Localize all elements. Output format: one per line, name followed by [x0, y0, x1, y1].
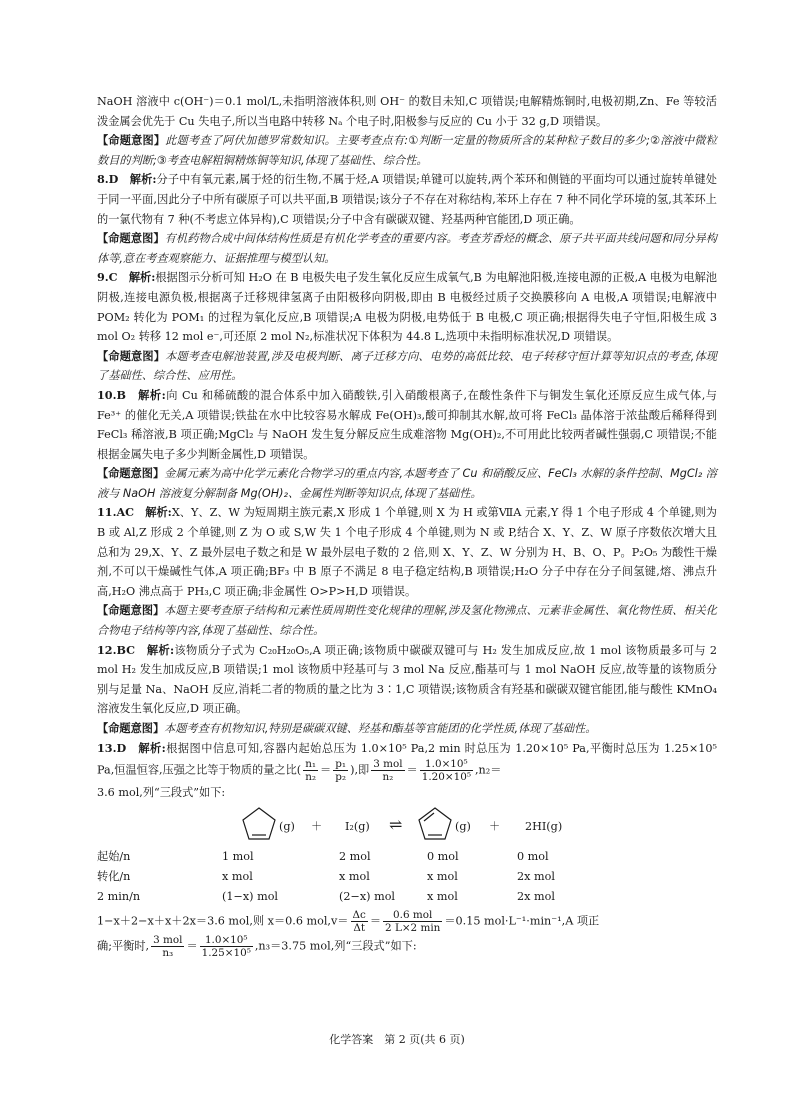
intent-text: 有机药物合成中间体结构性质是有机化学考查的重要内容。考查芳香烃的概念、原子共平面共线问题和同分异构体等,意在考查观察能力、证据推理与模型认知。: [97, 232, 717, 265]
table-cell: 0 mol: [517, 849, 549, 863]
numerator: 1.0×10⁵: [420, 758, 473, 771]
eq-state-2: (g): [455, 819, 471, 833]
intent-text: 金属元素为高中化学元素化合物学习的重点内容,本题考查了 Cu 和硝酸反应、FeCl₃ 水解的条件控制、MgCl₂ 溶液与 NaOH 溶液复分解制备 Mg(OH)₂、金属性判断等知识点,体现了基础性。: [97, 467, 717, 500]
q11-number: 11.AC: [97, 505, 135, 520]
table-cell: 0 mol: [427, 849, 459, 863]
denominator: 1.20×10⁵: [421, 771, 471, 784]
fraction-delta: [351, 909, 368, 934]
q13-calc-2: [97, 934, 717, 959]
numerator: 1.0×10⁵: [200, 934, 253, 947]
q11-intent: [97, 601, 717, 640]
table-cell: x mol: [427, 889, 458, 903]
fraction-3mol-n3: [151, 934, 184, 959]
q9-answer: [97, 268, 717, 346]
q13-text-a: 根据图中信息可知,容器内起始总压为 1.0×10⁵ Pa,2 min 时总压为 1.20×10⁵ Pa,平衡时总压为 1.25×10⁵ Pa,恒温恒容,压强之比等于物质的量之比(: [97, 741, 717, 777]
intent-text: 本题考查电解池装置,涉及电极判断、离子迁移方向、电势的高低比较、电子转移守恒计算等知识点的考查,体现了基础性、综合性、应用性。: [97, 349, 717, 383]
q10-answer: [97, 386, 717, 464]
intent-label: 【命题意图】: [97, 467, 165, 481]
denominator: n₃: [162, 946, 174, 959]
denominator: n₂: [382, 771, 394, 784]
table-cell: x mol: [427, 869, 458, 883]
eq-plus-2: ＋: [489, 819, 501, 833]
intent-label: 【命题意图】: [97, 232, 165, 246]
table-cell: 1 mol: [222, 849, 254, 863]
table-cell: 2 mol: [339, 849, 371, 863]
q12-intent: [97, 719, 717, 739]
q13-number: 13.D: [97, 740, 127, 755]
q10-text: 向 Cu 和稀硫酸的混合体系中加入硝酸铁,引入硝酸根离子,在酸性条件下与铜发生氧化还原反应生成气体,与 Fe³⁺ 的催化无关,A 项错误;铁盐在水中比较容易水解成 Fe(OH)₃,酸可抑制其水解,故可将 FeCl₃ 晶体溶于浓盐酸后稀释得到 FeCl₃ 稀溶液,B 项正确;MgCl₂ 与 NaOH 发生复分解反应生成难溶物 Mg(OH)₂,不可用此比较两者碱性强弱,C 项错误;不能根据金属失电子多少判断金属性,D 项错误。: [97, 388, 717, 461]
q8-number: 8.D: [97, 172, 119, 187]
denominator: n₂: [305, 771, 317, 784]
cyclopentene-structure-icon: [239, 805, 279, 843]
table-cell: (1−x) mol: [222, 889, 279, 903]
eq-iodine: I₂(g): [345, 819, 370, 833]
denominator: 2 L×2 min: [385, 921, 441, 934]
fraction-pressure: [420, 758, 473, 783]
calc-equals-2: ＝: [186, 939, 198, 953]
q12-number: 12.BC: [97, 642, 136, 657]
table-row-label: 转化/n: [97, 869, 131, 883]
q8-text: 分子中有氧元素,属于烃的衍生物,不属于烃,A 项错误;单键可以旋转,两个苯环和侧链的平面均可以通过旋转单键处于同一平面,因此分子中所有碳原子可以共平面,B 项错误;该分子不存在对称结构,苯环上存在 7 种不同化学环境的氢,其苯环上的一氯代物有 7 种(不考虑立体异构),C 项错误;分子中含有碳碳双键、羟基两种官能团,D 项正确。: [97, 173, 717, 226]
calc-text-a: 1−x＋2−x＋x＋2x＝3.6 mol,则 x＝0.6 mol,v＝: [97, 914, 349, 928]
calc-text-d: ,n₃＝3.75 mol,列“三段式”如下:: [254, 939, 417, 953]
table-cell: (2−x) mol: [339, 889, 396, 903]
q9-text: 根据图示分析可知 H₂O 在 B 电极失电子发生氧化反应生成氧气,B 为电解池阳极,连接电源的正极,A 电极为电解池阴极,连接电源负极,根据离子迁移规律氢离子由阳极移向阴极,即由 B 电极经过质子交换膜移向 A 电极,A 项错误;电解液中 POM₂ 转化为 POM₁ 的过程为氧化反应,B 项错误;A 电极为阴极,电势低于 B 电极,C 项正确;根据得失电子守恒,阳极生成 3 mol O₂ 转移 12 mol e⁻,可还原 2 mol N₂,标准状况下体积为 44.8 L,选项中未指明标准状况,D 项错误。: [97, 271, 717, 344]
q12-text: 该物质分子式为 C₂₀H₂₀O₅,A 项正确;该物质中碳碳双键可与 H₂ 发生加成反应,故 1 mol 该物质最多可与 2 mol H₂ 发生加成反应,B 项错误;1 mol 该物质中羟基可与 3 mol Na 反应,酯基可与 1 mol NaOH 反应,故等量的该物质分别与足量 Na、NaOH 反应,消耗二者的物质的量之比为 3∶1,C 项错误;该物质含有羟基和碳碳双键官能团,能与酸性 KMnO₄ 溶液发生氧化反应,D 项正确。: [97, 643, 717, 716]
q11-text: X、Y、Z、W 为短周期主族元素,X 形成 1 个单键,则 X 为 H 或第ⅦA 元素,Y 得 1 个电子形成 4 个单键,则为 B 或 Al,Z 形成 2 个单键,则 Z 为 O 或 S,W 失 1 个电子形成 4 个单键,则为 N 或 P,结合 X、Y、Z、W 原子序数依次增大且总和为 29,X、Y、Z 最外层电子数之和是 W 最外层电子数的 2 倍,则 X、Y、Z、W 分别为 H、B、O、P。P₂O₅ 为酸性干燥剂,不可以干燥碱性气体,A 项正确;BF₃ 中 B 原子不满足 8 电子稳定结构,B 项错误;H₂O 分子中存在分子间氢键,熔、沸点升高,H₂O 沸点高于 PH₃,C 项正确;非金属性 O>P>H,D 项错误。: [97, 506, 717, 598]
table-cell: 2x mol: [517, 889, 555, 903]
fraction-3mol-n2: [371, 758, 404, 783]
cyclopentadiene-structure-icon: [415, 805, 455, 843]
q11-answer: [97, 503, 717, 601]
calc-text-b: ＝0.15 mol·L⁻¹·min⁻¹,A 项正: [444, 914, 600, 928]
calc-equals: ＝: [369, 914, 382, 928]
three-stage-table: [97, 845, 717, 909]
numerator: Δc: [352, 908, 366, 921]
q9-number: 9.C: [97, 270, 118, 285]
intent-text: 本题考查有机物知识,特别是碳碳双键、羟基和酯基等官能团的化学性质,体现了基础性。: [164, 722, 597, 735]
reaction-equation: [97, 803, 717, 845]
q13-answer: 13.D 解析:根据图中信息可知,容器内起始总压为 1.0×10⁵ Pa,2 min 时总压为 1.20×10⁵ Pa,平衡时总压为 1.25×10⁵ Pa,恒温恒容,压强之比等于物质的量之比( $\frac{\text{n₁}}{\text{n₂}}$ ＝ $\frac{\text{p₁}}{\text{p₂}}$ ),即 $\frac{\text{3 mol}}{\text{n₂}}$ ＝ $\frac{\text{1.0×10⁵}}{\text{1.20×10⁵}}$ ,n₂＝: [97, 740, 717, 784]
table-row-label: 起始/n: [97, 849, 131, 863]
q10-intent: [97, 464, 717, 503]
q13-label: 解析:: [138, 740, 166, 755]
eq-state-1: (g): [279, 819, 295, 833]
fraction-pressure-2: [200, 934, 253, 959]
intent-text: 本题主要考查原子结构和元素性质周期性变化规律的理解,涉及氢化物沸点、元素非金属性、氧化物性质、相关化合物电子结构等内容,体现了基础性、综合性。: [97, 604, 717, 638]
intent-label: 【命题意图】: [97, 349, 166, 363]
q13-calc-1: [97, 909, 717, 934]
q13-text-b: ),即: [350, 763, 370, 777]
calc-text-c: 确;平衡时,: [97, 939, 150, 953]
numerator: 0.6 mol: [383, 909, 442, 922]
fraction-n1-n2: [303, 758, 318, 783]
intro-text: NaOH 溶液中 c(OH⁻)＝0.1 mol/L,未指明溶液体积,则 OH⁻ 的数目未知,C 项错误;电解精炼铜时,电极初期,Zn、Fe 等较活泼金属会优先于 Cu 失电子,所以当电路中转移 Nₐ 个电子时,阳极参与反应的 Cu 小于 32 g,D 项错误。: [97, 95, 717, 128]
eq-plus-1: ＋: [311, 819, 323, 833]
numerator: p₁: [335, 758, 347, 771]
table-cell: x mol: [339, 869, 370, 883]
table-cell: 2x mol: [517, 869, 555, 883]
denominator: p₂: [335, 771, 347, 784]
q13-text-d: 3.6 mol,列“三段式”如下:: [97, 786, 226, 800]
q12-answer: [97, 641, 717, 719]
q8-intent: [97, 229, 717, 268]
numerator: n₁: [305, 758, 317, 771]
numerator: 3 mol: [153, 933, 183, 946]
intent-label: 【命题意图】: [97, 722, 165, 735]
q12-label: 解析:: [146, 642, 175, 657]
table-cell: x mol: [222, 869, 253, 883]
q8-answer: [97, 170, 717, 229]
q11-label: 解析:: [145, 505, 172, 520]
fraction-p1-p2: [333, 758, 348, 783]
q13-text-c: ,n₂＝: [474, 763, 502, 777]
intent-label: 【命题意图】: [97, 604, 165, 618]
intent-label: 【命题意图】: [97, 134, 166, 148]
q8-label: 解析:: [129, 172, 157, 187]
q9-label: 解析:: [128, 270, 156, 285]
intent-text: 此题考查了阿伏加德罗常数知识。主要考查点有:①判断一定量的物质所含的某种粒子数目的多少;②溶液中微粒数目的判断;③考查电解粗铜精炼铜等知识,体现了基础性、综合性。: [97, 134, 717, 167]
denominator: Δt: [353, 921, 365, 934]
denominator: 1.25×10⁵: [201, 946, 251, 959]
answer-page: [97, 92, 717, 959]
fraction-rate: [383, 909, 442, 934]
eq-hydrogen-iodide: 2HI(g): [525, 819, 563, 833]
page-footer: 化学答案 第 2 页(共 6 页): [329, 1033, 465, 1046]
eq-equilibrium-arrow: ⇌: [389, 814, 403, 834]
q9-intent: [97, 347, 717, 386]
q10-number: 10.B: [97, 387, 126, 402]
numerator: 3 mol: [373, 758, 403, 771]
table-row-label: 2 min/n: [97, 889, 141, 903]
intro-intent: [97, 131, 717, 170]
q10-label: 解析:: [138, 387, 166, 402]
